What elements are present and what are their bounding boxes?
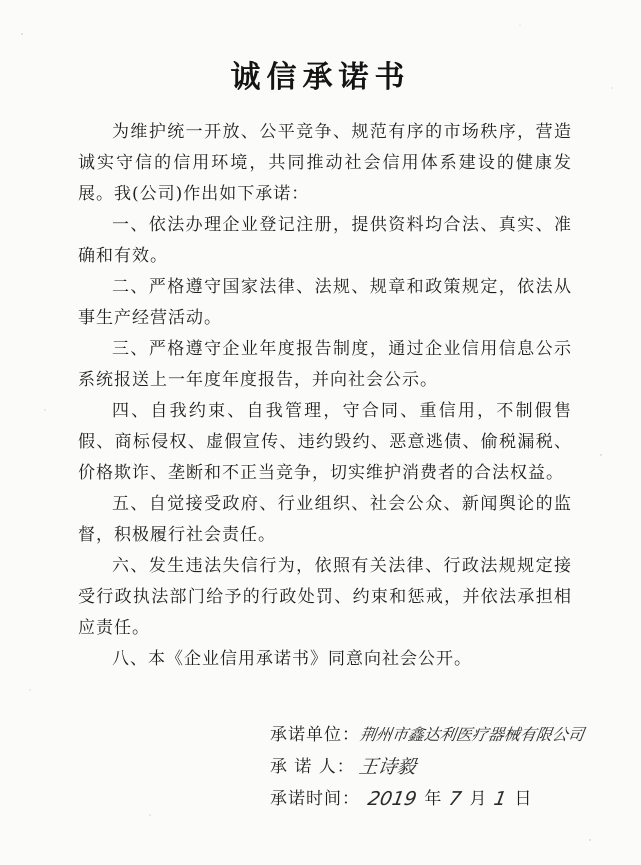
- commitment-item-8: 八、本《企业信用承诺书》同意向社会公开。: [112, 649, 472, 669]
- date-day: 1: [492, 787, 509, 810]
- date-month-unit: 月: [469, 788, 487, 809]
- commitment-item-4: 四、自我约束、自我管理，守合同、重信用，不制假售假、商标侵权、虚假宣传、违约毁约、恶意逃债、偷税漏税、价格欺诈、垄断和不正当竞争，切实维护消费者的合法权益。: [78, 401, 572, 483]
- date-label: 承诺时间：: [270, 788, 360, 809]
- date-month: 7: [447, 787, 464, 810]
- signature-person-row: [270, 750, 630, 782]
- signature-date-row: [270, 782, 630, 814]
- person-label: 承 诺 人：: [270, 756, 355, 777]
- commitment-item-2: 二、严格遵守国家法律、法规、规章和政策规定，依法从事生产经营活动。: [78, 277, 572, 328]
- intro-paragraph: 为维护统一开放、公平竞争、规范有序的市场秩序，营造诚实守信的信用环境，共同推动社会信用体系建设的健康发展。我(公司)作出如下承诺：: [78, 122, 572, 204]
- signature-block: [270, 718, 630, 814]
- document-body: [78, 117, 572, 675]
- date-day-unit: 日: [514, 788, 532, 809]
- date-year-unit: 年: [424, 788, 442, 809]
- unit-signature: 荆州市鑫达利医疗器械有限公司: [358, 724, 586, 744]
- commitment-item-1: 一、依法办理企业登记注册，提供资料均合法、真实、准确和有效。: [78, 215, 572, 266]
- commitment-item-6: 六、发生违法失信行为，依照有关法律、行政法规规定接受行政执法部门给予的行政处罚、约束和惩戒，并依法承担相应责任。: [78, 556, 572, 638]
- commitment-item-5: 五、自觉接受政府、行业组织、社会公众、新闻舆论的监督，积极履行社会责任。: [78, 494, 572, 545]
- person-signature: 王诗毅: [357, 755, 418, 778]
- commitment-item-3: 三、严格遵守企业年度报告制度，通过企业信用信息公示系统报送上一年度年度报告，并向社会公示。: [78, 339, 572, 390]
- date-year: 2019: [366, 787, 419, 810]
- signature-unit-row: [270, 718, 630, 750]
- document-title: 诚信承诺书: [230, 60, 411, 95]
- unit-label: 承诺单位：: [270, 724, 360, 745]
